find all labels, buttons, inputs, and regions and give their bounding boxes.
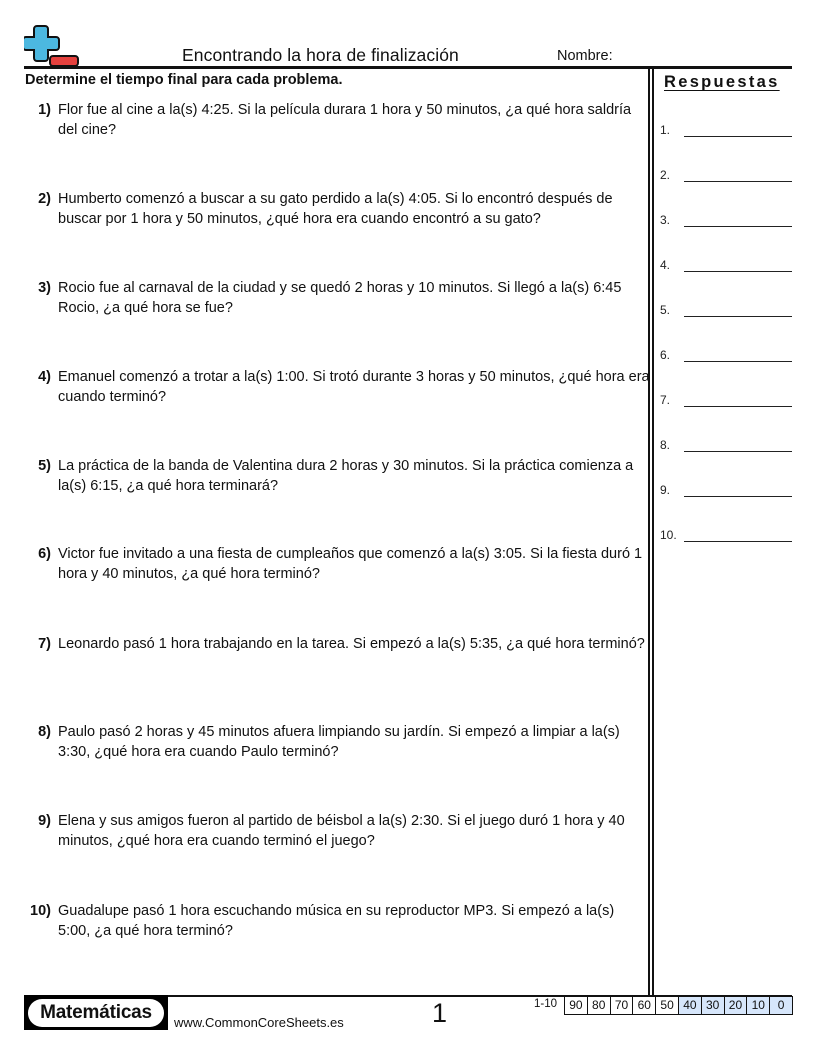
- answer-row-10[interactable]: [660, 524, 792, 544]
- column-divider: [648, 68, 654, 995]
- score-cell-shaded: 40: [679, 997, 702, 1014]
- problem-9: [25, 811, 650, 851]
- problem-1: [25, 100, 650, 140]
- answer-blank[interactable]: [684, 541, 792, 543]
- answers-title: Respuestas: [664, 73, 780, 91]
- answer-number: 6.: [660, 348, 671, 362]
- score-cell-shaded: 10: [747, 997, 770, 1014]
- problem-4: [25, 367, 650, 407]
- problem-10: [25, 901, 650, 941]
- problem-text: Emanuel comenzó a trotar a la(s) 1:00. Si trotó durante 3 horas y 50 minutos, ¿qué hora era cuando terminó?: [58, 369, 650, 405]
- answer-number: 4.: [660, 258, 671, 272]
- answer-blank[interactable]: [684, 496, 792, 498]
- score-cell-shaded: 0: [770, 997, 793, 1014]
- answer-blank[interactable]: [684, 181, 792, 183]
- problem-text: Victor fue invitado a una fiesta de cumpleaños que comenzó a la(s) 3:05. Si la fiesta duró 1 hora y 40 minutos, ¿a qué hora terminó?: [58, 546, 643, 582]
- name-label: Nombre:: [557, 48, 613, 64]
- problem-text: Humberto comenzó a buscar a su gato perdido a la(s) 4:05. Si lo encontró después de buscar por 1 hora y 50 minutos, ¿qué hora era cuando encontró a su gato?: [58, 191, 613, 227]
- answer-blank[interactable]: [684, 271, 792, 273]
- problem-number: 1): [38, 102, 51, 118]
- score-table: [564, 996, 793, 1015]
- answer-blank[interactable]: [684, 361, 792, 363]
- problem-text: Rocio fue al carnaval de la ciudad y se quedó 2 horas y 10 minutos. Si llegó a la(s) 6:45 Rocio, ¿a qué hora se fue?: [58, 280, 622, 316]
- answer-row-8[interactable]: [660, 434, 792, 454]
- problem-text: La práctica de la banda de Valentina dura 2 horas y 30 minutos. Si la práctica comienza a la(s) 6:15, ¿a qué hora terminará?: [58, 458, 634, 494]
- problem-number: 8): [38, 724, 51, 740]
- score-cell-shaded: 30: [702, 997, 725, 1014]
- score-cell: 70: [611, 997, 634, 1014]
- problem-text: Guadalupe pasó 1 hora escuchando música en su reproductor MP3. Si empezó a la(s) 5:00, ¿a qué hora terminó?: [58, 903, 615, 939]
- answer-number: 9.: [660, 483, 671, 497]
- problem-number: 5): [38, 458, 51, 474]
- site-url: www.CommonCoreSheets.es: [174, 1015, 344, 1030]
- problem-7: [25, 634, 650, 654]
- problem-5: [25, 456, 650, 496]
- score-range-label: 1-10: [534, 998, 558, 1010]
- brand-pill: [28, 999, 164, 1027]
- answer-number: 8.: [660, 438, 671, 452]
- page-number: 1: [432, 998, 448, 1028]
- problem-number: 7): [38, 636, 51, 652]
- problem-2: [25, 189, 650, 229]
- answer-row-9[interactable]: [660, 479, 792, 499]
- answer-row-4[interactable]: [660, 254, 792, 274]
- answer-blank[interactable]: [684, 136, 792, 138]
- answer-row-5[interactable]: [660, 299, 792, 319]
- problem-8: [25, 722, 650, 762]
- problem-text: Leonardo pasó 1 hora trabajando en la tarea. Si empezó a la(s) 5:35, ¿a qué hora terminó?: [58, 636, 645, 652]
- problem-text: Elena y sus amigos fueron al partido de béisbol a la(s) 2:30. Si el juego duró 1 hora y 40 minutos, ¿qué hora era cuando terminó el juego?: [58, 813, 625, 849]
- score-cell: 90: [565, 997, 588, 1014]
- problem-number: 4): [38, 369, 51, 385]
- score-cell: 50: [656, 997, 679, 1014]
- instructions: Determine el tiempo final para cada problema.: [25, 72, 343, 88]
- answer-row-6[interactable]: [660, 344, 792, 364]
- score-cell: 80: [588, 997, 611, 1014]
- math-logo-icon: [24, 24, 80, 68]
- answer-number: 10.: [660, 528, 677, 542]
- problem-number: 10): [30, 903, 51, 919]
- answer-row-7[interactable]: [660, 389, 792, 409]
- answer-number: 2.: [660, 168, 671, 182]
- problem-number: 6): [38, 546, 51, 562]
- answer-number: 7.: [660, 393, 671, 407]
- problem-number: 2): [38, 191, 51, 207]
- problem-text: Flor fue al cine a la(s) 4:25. Si la película durara 1 hora y 50 minutos, ¿a qué hora saldría del cine?: [58, 102, 632, 138]
- answer-blank[interactable]: [684, 226, 792, 228]
- problem-6: [25, 544, 650, 584]
- problem-text: Paulo pasó 2 horas y 45 minutos afuera limpiando su jardín. Si empezó a limpiar a la(s) 3:30, ¿qué hora era cuando Paulo terminó?: [58, 724, 620, 760]
- header-rule: [24, 66, 792, 69]
- answer-blank[interactable]: [684, 406, 792, 408]
- problem-number: 9): [38, 813, 51, 829]
- answer-blank[interactable]: [684, 316, 792, 318]
- score-cell: 60: [633, 997, 656, 1014]
- problem-number: 3): [38, 280, 51, 296]
- answer-number: 1.: [660, 123, 671, 137]
- answer-row-2[interactable]: [660, 164, 792, 184]
- answer-number: 5.: [660, 303, 671, 317]
- score-cell-shaded: 20: [725, 997, 748, 1014]
- worksheet-title: Encontrando la hora de finalización: [182, 45, 459, 65]
- answer-blank[interactable]: [684, 451, 792, 453]
- answer-row-3[interactable]: [660, 209, 792, 229]
- problem-3: [25, 278, 650, 318]
- brand-text: Matemáticas: [40, 1002, 152, 1023]
- answer-row-1[interactable]: [660, 119, 792, 139]
- answer-number: 3.: [660, 213, 671, 227]
